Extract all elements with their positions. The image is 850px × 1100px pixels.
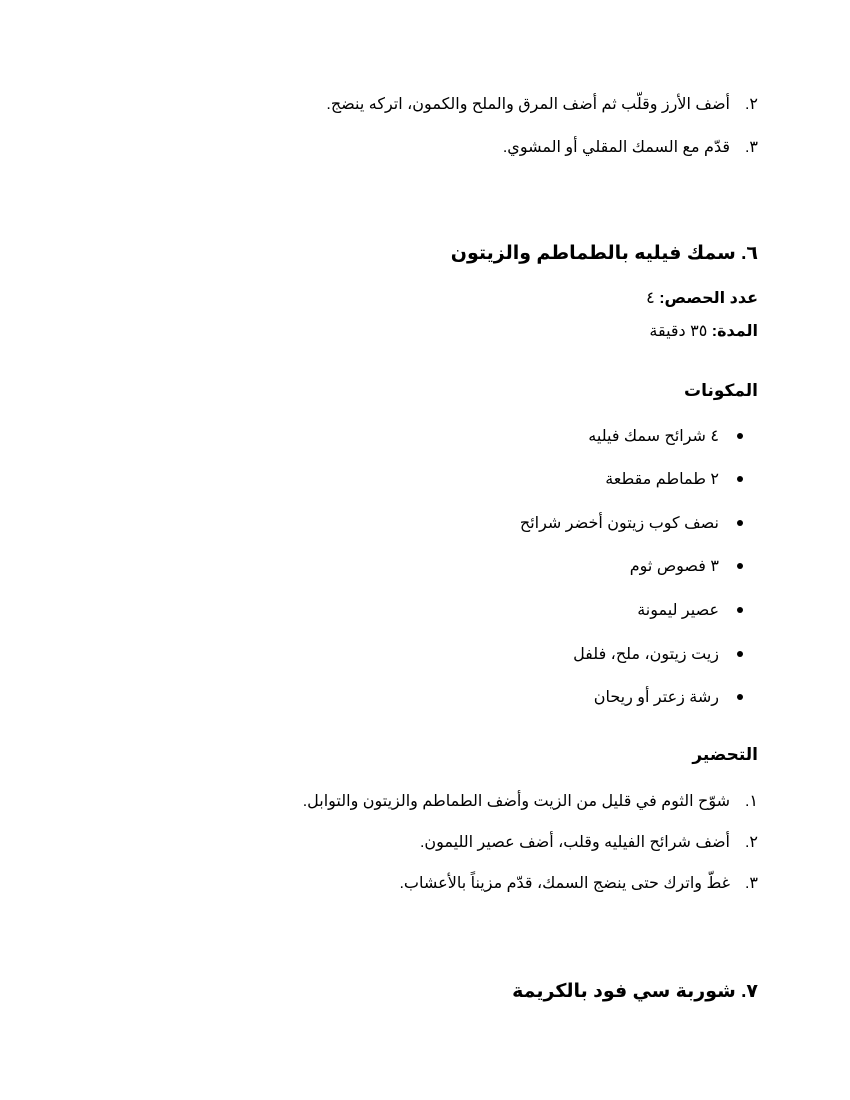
bullet-icon: [737, 607, 743, 613]
ingredient-text: ٤ شرائح سمك فيليه: [588, 428, 719, 445]
recipe-7-title: ٧. شوربة سي فود بالكريمة: [512, 981, 758, 1002]
step-number: ١.: [744, 793, 758, 810]
step-number: ٣.: [744, 875, 758, 892]
ingredient-text: رشة زعتر أو ريحان: [593, 689, 719, 706]
servings-label: عدد الحصص:: [659, 290, 758, 307]
ingredient-item: [594, 688, 743, 708]
bullet-icon: [737, 651, 743, 657]
prep-step-3: [399, 874, 758, 894]
ingredients-heading: المكونات: [683, 381, 758, 400]
ingredient-item: [637, 601, 743, 621]
bullet-icon: [737, 476, 743, 482]
ingredient-item: [573, 645, 743, 665]
bullet-icon: [737, 694, 743, 700]
duration-value: ٣٥ دقيقة: [649, 323, 708, 340]
prep-step-2: [420, 833, 758, 853]
step-text: غطّ واترك حتى ينضج السمك، قدّم مزيناً بالأعشاب.: [399, 875, 730, 892]
recipe-6-title: ٦. سمك فيليه بالطماطم والزيتون: [450, 243, 758, 264]
servings-value: ٤: [646, 290, 655, 307]
step-text: أضف الأرز وقلّب ثم أضف المرق والملح والكمون، اتركه ينضج.: [326, 96, 730, 113]
bullet-icon: [737, 563, 743, 569]
step-text: أضف شرائح الفيليه وقلب، أضف عصير الليمون.: [419, 834, 730, 851]
step-text: شوّح الثوم في قليل من الزيت وأضف الطماطم والزيتون والتوابل.: [302, 793, 730, 810]
ingredient-item: [605, 470, 743, 490]
step-number: ٣.: [744, 139, 758, 156]
prep-heading: التحضير: [692, 745, 758, 764]
step-text: قدّم مع السمك المقلي أو المشوي.: [502, 139, 730, 156]
bullet-icon: [737, 520, 743, 526]
step-number: ٢.: [744, 96, 758, 113]
ingredient-item: [520, 514, 743, 534]
ingredient-text: ٢ طماطم مقطعة: [605, 471, 719, 488]
ingredient-text: ٣ فصوص ثوم: [629, 558, 719, 575]
ingredient-text: زيت زيتون، ملح، فلفل: [573, 646, 719, 663]
ingredient-item: [588, 427, 743, 447]
servings-line: [646, 289, 758, 309]
prev-step-3: [503, 138, 758, 158]
prev-step-2: [326, 95, 758, 115]
duration-label: المدة:: [711, 323, 758, 340]
ingredient-text: نصف كوب زيتون أخضر شرائح: [519, 515, 719, 532]
bullet-icon: [737, 433, 743, 439]
ingredient-item: [630, 557, 743, 577]
step-number: ٢.: [744, 834, 758, 851]
ingredient-text: عصير ليمونة: [637, 602, 719, 619]
duration-line: [649, 322, 758, 342]
prep-step-1: [303, 792, 758, 812]
